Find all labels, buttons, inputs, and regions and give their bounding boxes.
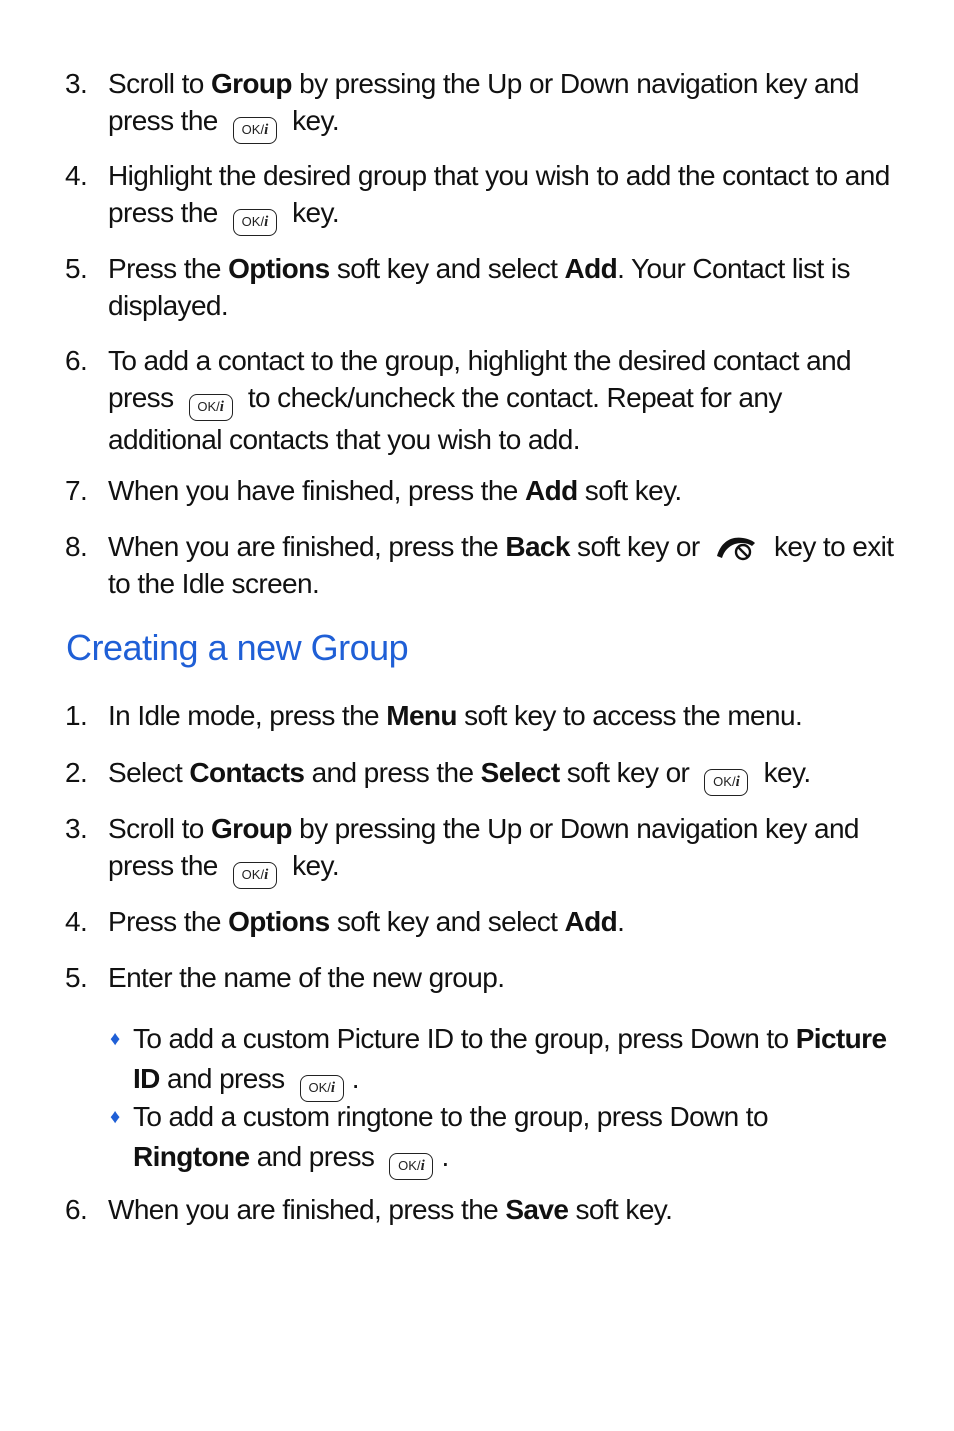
picture-id-label: Picture ID (133, 1023, 887, 1094)
step-number: 6. (65, 1194, 88, 1225)
diamond-bullet-icon: ♦ (110, 1028, 120, 1050)
options-softkey-label: Options (228, 253, 330, 284)
ok-key-icon: OK/i (389, 1153, 433, 1180)
step-3-scroll-to-group-new: 3. Scroll to Group by pressing the Up or Down navigation key and press the OK/i key. (65, 810, 895, 889)
add-option-label: Add (564, 253, 618, 284)
add-softkey-label: Add (524, 475, 578, 506)
section-heading: Creating a new Group (66, 627, 409, 668)
step-number: 6. (65, 345, 88, 376)
back-softkey-label: Back (505, 531, 570, 562)
step-number: 4. (65, 160, 88, 191)
ok-key-icon: OK/i (233, 117, 277, 144)
step-number: 3. (65, 68, 88, 99)
add-option-label: Add (564, 906, 618, 937)
menu-softkey-label: Menu (386, 700, 457, 731)
step-5-options-add: 5. Press the Options soft key and select Add. Your Contact list is displayed. (65, 250, 895, 324)
step-number: 3. (65, 813, 88, 844)
step-number: 7. (65, 475, 88, 506)
step-4-options-add-new: 4. Press the Options soft key and select Add. (65, 903, 895, 940)
options-softkey-label: Options (228, 906, 330, 937)
step-6-check-contacts: 6. To add a contact to the group, highlight the desired contact and press OK/i to check/uncheck the contact. Repeat for any additional contacts that you wish to add. (65, 342, 895, 458)
ok-key-icon: OK/i (233, 209, 277, 236)
step-3-scroll-to-group: 3. Scroll to Group by pressing the Up or Down navigation key and press the OK/i key. (65, 65, 895, 144)
step-number: 2. (65, 757, 88, 788)
group-menu-label: Group (210, 68, 292, 99)
select-softkey-label: Select (480, 757, 560, 788)
step-8-back-to-idle: 8. When you are finished, press the Back soft key or key to exit to the Idle screen. (65, 528, 895, 602)
diamond-bullet-icon: ♦ (110, 1106, 120, 1128)
ringtone-label: Ringtone (133, 1141, 250, 1172)
step-2-select-contacts: 2. Select Contacts and press the Select soft key or OK/i key. (65, 754, 895, 796)
step-4-highlight-group: 4. Highlight the desired group that you wish to add the contact to and press the OK/i key. (65, 157, 895, 236)
ok-key-icon: OK/i (300, 1075, 344, 1102)
bullet-picture-id: ♦ To add a custom Picture ID to the group, press Down to Picture ID and press OK/i . (110, 1019, 890, 1102)
step-number: 5. (65, 253, 88, 284)
group-menu-label: Group (210, 813, 292, 844)
step-number: 5. (65, 962, 88, 993)
save-softkey-label: Save (505, 1194, 569, 1225)
step-7-add-softkey: 7. When you have finished, press the Add soft key. (65, 472, 895, 509)
step-5-enter-name: 5. Enter the name of the new group. (65, 959, 895, 996)
ok-key-icon: OK/i (233, 862, 277, 889)
step-1-menu: 1. In Idle mode, press the Menu soft key to access the menu. (65, 697, 895, 734)
step-number: 1. (65, 700, 88, 731)
ok-key-icon: OK/i (189, 394, 233, 421)
ok-key-icon: OK/i (704, 769, 748, 796)
step-number: 4. (65, 906, 88, 937)
end-call-key-icon (715, 532, 759, 562)
step-number: 8. (65, 531, 88, 562)
bullet-ringtone: ♦ To add a custom ringtone to the group, press Down to Ringtone and press OK/i . (110, 1097, 890, 1180)
step-6-save: 6. When you are finished, press the Save soft key. (65, 1191, 895, 1228)
contacts-menu-label: Contacts (189, 757, 305, 788)
